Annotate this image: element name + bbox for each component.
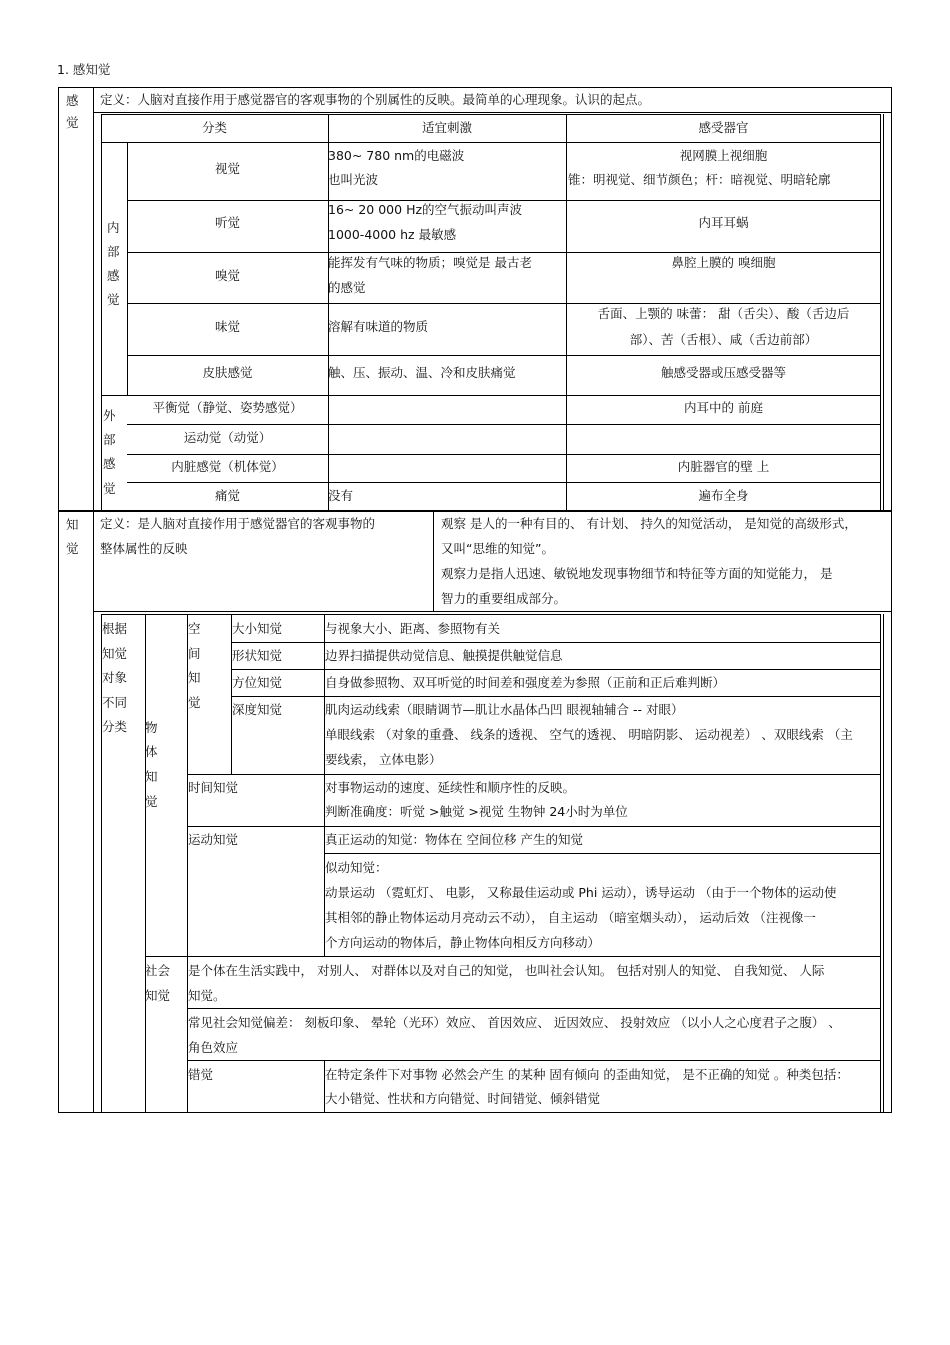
header-stimulus: 适宜刺激 (421, 120, 472, 135)
motion-apparent: 似动知觉： (325, 860, 388, 875)
time-desc: 对事物运动的速度、延续性和顺序性的反映。 (325, 780, 576, 795)
bias-desc: 常见社会知觉偏差： 刻板印象、 晕轮（光环）效应、 首因效应、 近因效应、 投射效应 （以小人之心度君子之腹） 、 (188, 1015, 841, 1030)
space-item-name: 形状知觉 (232, 648, 283, 663)
row-organ: 部）、苦（舌根）、咸（舌边前部） (629, 332, 818, 347)
motion-apparent: 动景运动 （霓虹灯、 电影， 又称最佳运动或 Phi 运动），诱导运动 （由于一个物体的运动使 (325, 885, 837, 900)
social-desc: 是个体在生活实践中， 对别人、 对群体以及对自己的知觉， 也叫社会认知。 包括对别人的知觉、 自我知觉、 人际 (188, 963, 825, 978)
row-organ: 内耳耳蜗 (698, 215, 749, 230)
classify-label: 根据 (102, 621, 128, 636)
social-label: 社会 (145, 963, 171, 978)
perception-definition: 整体属性的反映 (100, 541, 188, 556)
time-name: 时间知觉 (188, 780, 239, 795)
object-label: 觉 (145, 794, 158, 809)
illusion-name: 错觉 (188, 1067, 214, 1082)
space-item-desc: 肌肉运动线索（眼睛调节—肌让水晶体凸凹 眼视轴辅合 -- 对眼） (325, 702, 684, 717)
sensation-label-1: 感 (66, 93, 79, 108)
social-label: 知觉 (145, 988, 171, 1003)
time-desc: 判断准确度：听觉 >触觉 >视觉 生物钟 24小时为单位 (325, 804, 628, 819)
space-item-name: 方位知觉 (232, 675, 283, 690)
perception-definition: 定义：是人脑对直接作用于感觉器官的客观事物的 (100, 516, 376, 531)
space-item-desc: 要线索， 立体电影） (325, 752, 442, 767)
space-label: 空 (188, 621, 201, 636)
internal-label-4: 觉 (107, 292, 120, 307)
object-label: 知 (145, 769, 158, 784)
space-label: 知 (188, 670, 201, 685)
illusion-desc: 大小错觉、性状和方向错觉、时间错觉、倾斜错觉 (325, 1091, 601, 1106)
row-name: 视觉 (214, 161, 240, 176)
sensation-definition: 定义：人脑对直接作用于感觉器官的客观事物的个别属性的反映。最简单的心理现象。认识的起点。 (100, 92, 651, 107)
internal-label-2: 部 (107, 244, 120, 259)
observation-text: 智力的重要组成部分。 (441, 591, 567, 606)
row-organ: 内耳中的 前庭 (684, 400, 763, 415)
row-name: 听觉 (214, 215, 240, 230)
perception-label-2: 觉 (66, 541, 79, 556)
space-label: 觉 (188, 695, 201, 710)
row-name: 嗅觉 (214, 268, 240, 283)
space-item-name: 大小知觉 (232, 621, 283, 636)
classify-label: 不同 (102, 695, 128, 710)
row-organ: 锥：明视觉、细节颜色；杆：暗视觉、明暗轮廓 (568, 172, 831, 187)
sensation-label-2: 觉 (66, 115, 79, 130)
internal-label-1: 内 (107, 220, 120, 235)
row-organ: 舌面、上颚的 味蕾： 甜（舌尖）、酸（舌边后 (597, 306, 850, 321)
space-label: 间 (188, 646, 201, 661)
classify-label: 对象 (102, 670, 128, 685)
row-organ: 内脏器官的壁 上 (677, 459, 770, 474)
row-organ: 鼻腔上膜的 嗅细胞 (671, 255, 776, 270)
motion-apparent: 其相邻的静止物体运动月亮动云不动）， 自主运动 （暗室烟头动）， 运动后效 （注视像一 (325, 910, 816, 925)
observation-text: 观察 是人的一种有目的、 有计划、 持久的知觉活动， 是知觉的高级形式， (441, 516, 857, 531)
space-item-desc: 单眼线索 （对象的重叠、 线条的透视、 空气的透视、 明暗阴影、 运动视差） 、双眼线索 （主 (325, 727, 853, 742)
classify-label: 分类 (102, 719, 128, 734)
internal-label-3: 感 (107, 268, 120, 283)
header-organ: 感受器官 (698, 120, 749, 135)
motion-apparent: 个方向运动的物体后，静止物体向相反方向移动） (325, 935, 601, 950)
row-stimulus: 1000-4000 hz 最敏感 (328, 227, 457, 242)
perception-label-1: 知 (66, 517, 79, 532)
classify-label: 知觉 (102, 646, 128, 661)
object-label: 体 (145, 744, 158, 759)
row-stimulus: 没有 (328, 488, 354, 503)
row-name: 味觉 (214, 319, 240, 334)
row-organ: 视网膜上视细胞 (679, 148, 768, 163)
external-label-2: 部 (103, 432, 116, 447)
observation-text: 观察力是指人迅速、敏锐地发现事物细节和特征等方面的知觉能力， 是 (441, 566, 833, 581)
observation-text: 又叫“思维的知觉”。 (441, 541, 554, 556)
space-item-desc: 边界扫描提供动觉信息、触摸提供触觉信息 (325, 648, 563, 663)
row-name: 痛觉 (214, 488, 240, 503)
row-stimulus: 触、压、振动、温、冷和皮肤痛觉 (328, 365, 516, 380)
row-name: 运动觉（动觉） (183, 430, 272, 445)
header-category: 分类 (201, 120, 227, 135)
external-label-1: 外 (103, 408, 116, 423)
row-organ: 遍布全身 (698, 488, 749, 503)
space-item-name: 深度知觉 (232, 702, 283, 717)
external-label-4: 觉 (103, 481, 116, 496)
row-organ: 触感受器或压感受器等 (660, 365, 786, 380)
object-label: 物 (145, 720, 158, 735)
motion-real: 真正运动的知觉：物体在 空间位移 产生的知觉 (325, 832, 583, 847)
social-desc: 知觉。 (188, 988, 226, 1003)
row-stimulus: 也叫光波 (328, 172, 379, 187)
space-item-desc: 自身做参照物、双耳听觉的时间差和强度差为参照（正前和正后难判断） (325, 675, 726, 690)
row-name: 平衡觉（静觉、姿势感觉） (152, 400, 303, 415)
space-item-desc: 与视象大小、距离、参照物有关 (325, 621, 501, 636)
row-name: 皮肤感觉 (202, 365, 253, 380)
row-stimulus: 380~ 780 nm的电磁波 (328, 148, 465, 163)
row-name: 内脏感觉（机体觉） (171, 459, 284, 474)
illusion-desc: 在特定条件下对事物 必然会产生 的某种 固有倾向 的歪曲知觉， 是不正确的知觉 。种类包括： (325, 1067, 849, 1082)
row-stimulus: 16~ 20 000 Hz的空气振动叫声波 (328, 202, 523, 217)
bias-desc: 角色效应 (188, 1040, 239, 1055)
page-heading: 1. 感知觉 (57, 62, 111, 77)
motion-name: 运动知觉 (188, 832, 239, 847)
external-label-3: 感 (103, 456, 116, 471)
row-stimulus: 的感觉 (328, 280, 366, 295)
row-stimulus: 溶解有味道的物质 (328, 319, 429, 334)
row-stimulus: 能挥发有气味的物质；嗅觉是 最古老 (328, 255, 532, 270)
